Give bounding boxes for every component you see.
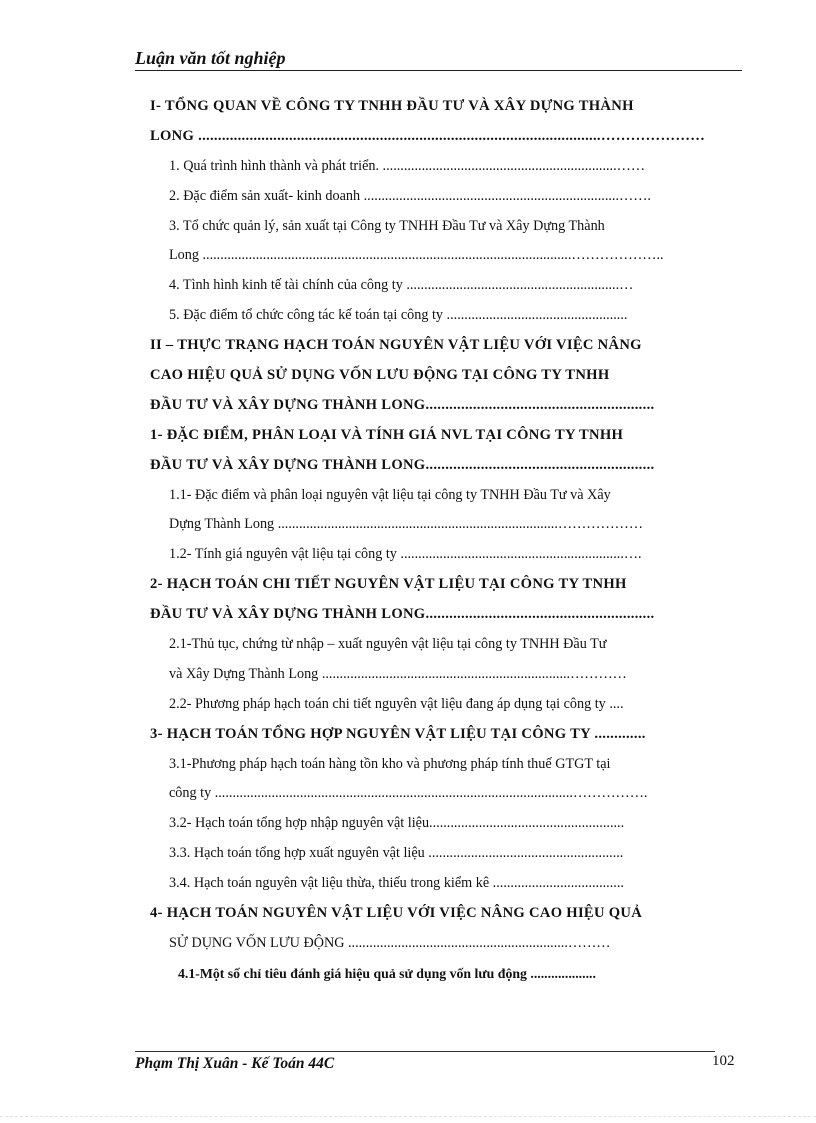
toc-entry: công ty .....................................................................................................…………….: [169, 785, 648, 802]
page-number: 102: [712, 1053, 735, 1069]
toc-entry: II – THỰC TRẠNG HẠCH TOÁN NGUYÊN VẬT LIỆU VỚI VIỆC NÂNG: [150, 337, 642, 354]
toc-entry: 1- ĐẶC ĐIỂM, PHÂN LOẠI VÀ TÍNH GIÁ NVL TẠI CÔNG TY TNHH: [150, 426, 624, 443]
toc-entry: 5. Đặc điểm tổ chức công tác kế toán tại công ty ...................................................: [169, 307, 628, 324]
footer-author: Phạm Thị Xuân - Kế Toán 44C: [135, 1055, 335, 1072]
toc-entry: ĐẦU TƯ VÀ XÂY DỰNG THÀNH LONG..........................................................: [150, 396, 655, 413]
header-divider: [135, 70, 742, 71]
toc-entry: 4. Tình hình kinh tế tài chính của công ty ............................................................…: [169, 277, 634, 294]
toc-entry: 1. Quá trình hình thành và phát triển. ..................................................................……: [169, 157, 646, 174]
footer-divider: [135, 1051, 715, 1052]
toc-entry: 2. Đặc điểm sản xuất- kinh doanh ........................................................................…….: [169, 187, 651, 204]
toc-entry: 3.3. Hạch toán tổng hợp xuất nguyên vật liệu .......................................................: [169, 845, 624, 862]
page-edge-divider: [0, 1116, 816, 1117]
toc-entry: 1.2- Tính giá nguyên vật liệu tại công ty ...............................................................….: [169, 546, 642, 563]
toc-entry: 3- HẠCH TOÁN TỔNG HỢP NGUYÊN VẬT LIỆU TẠI CÔNG TY .............: [150, 725, 646, 742]
toc-entry: 4.1-Một số chỉ tiêu đánh giá hiệu quả sử dụng vốn lưu động ...................: [178, 965, 596, 981]
toc-entry: SỬ DỤNG VỐN LƯU ĐỘNG ..............................................................………: [169, 934, 611, 951]
toc-entry: 3. Tổ chức quản lý, sản xuất tại Công ty TNHH Đầu Tư và Xây Dựng Thành: [169, 217, 605, 234]
toc-entry: 3.2- Hạch toán tổng hợp nhập nguyên vật liệu.......................................................: [169, 815, 625, 832]
toc-entry: 2.2- Phương pháp hạch toán chi tiết nguyên vật liệu đang áp dụng tại công ty ....: [169, 695, 624, 712]
header-title: Luận văn tốt nghiệp: [135, 48, 286, 68]
toc-entry: CAO HIỆU QUẢ SỬ DỤNG VỐN LƯU ĐỘNG TẠI CÔNG TY TNHH: [150, 367, 610, 384]
toc-entry: và Xây Dựng Thành Long ......................................................................…………: [169, 665, 627, 682]
toc-entry: Long ........................................................................................................………………..: [169, 247, 664, 264]
toc-entry: 3.1-Phương pháp hạch toán hàng tồn kho và phương pháp tính thuế GTGT tại: [169, 755, 611, 772]
toc-entry: ĐẦU TƯ VÀ XÂY DỰNG THÀNH LONG..........................................................: [150, 456, 655, 473]
toc-entry: Dựng Thành Long ...............................................................................………………: [169, 516, 644, 533]
toc-entry: 2- HẠCH TOÁN CHI TIẾT NGUYÊN VẬT LIỆU TẠI CÔNG TY TNHH: [150, 576, 627, 593]
toc-entry: 4- HẠCH TOÁN NGUYÊN VẬT LIỆU VỚI VIỆC NÂNG CAO HIỆU QUẢ: [150, 905, 643, 922]
toc-entry: 3.4. Hạch toán nguyên vật liệu thừa, thiếu trong kiểm kê .....................................: [169, 875, 624, 892]
toc-entry: I- TỔNG QUAN VỀ CÔNG TY TNHH ĐẦU TƯ VÀ XÂY DỰNG THÀNH: [150, 98, 634, 114]
toc-entry: ĐẦU TƯ VÀ XÂY DỰNG THÀNH LONG..........................................................: [150, 606, 655, 623]
table-of-contents: [150, 92, 740, 989]
toc-entry: 1.1- Đặc điểm và phân loại nguyên vật liệu tại công ty TNHH Đầu Tư và Xây: [169, 486, 611, 503]
toc-entry: 2.1-Thủ tục, chứng từ nhập – xuất nguyên vật liệu tại công ty TNHH Đầu Tư: [169, 636, 607, 653]
toc-entry: LONG ......................................................................................................…………………: [150, 127, 706, 144]
